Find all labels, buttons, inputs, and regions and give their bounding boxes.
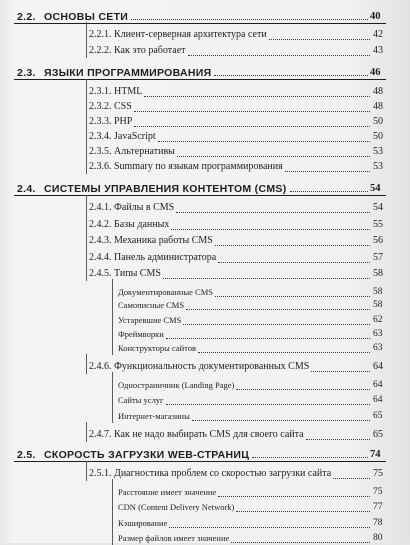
toc-chapter-row <box>0 448 410 462</box>
toc-page-number: 65 <box>373 411 383 421</box>
toc-chapter-row <box>0 182 410 196</box>
toc-section-row <box>0 130 410 144</box>
toc-entry-title: HTML <box>114 86 143 97</box>
toc-section-row <box>0 251 410 265</box>
toc-entry-title: Панель администратора <box>114 252 217 263</box>
toc-section-row <box>0 428 410 442</box>
toc-entry-number: 2.4.4. <box>89 252 112 263</box>
toc-page-number: 50 <box>373 116 383 127</box>
indent-bar <box>112 335 113 355</box>
toc-page-number: 64 <box>373 361 383 372</box>
toc-section-row <box>0 145 410 159</box>
dot-leader <box>252 457 368 458</box>
toc-entry-title: Summary по языкам программирования <box>114 161 283 172</box>
toc-item-row <box>0 327 410 341</box>
toc-entry-number: 2.4.2. <box>89 219 112 230</box>
toc-entry-number: 2.3.6. <box>89 161 112 172</box>
toc-section-row <box>0 28 410 42</box>
toc-entry-number: 2.3.3. <box>89 116 112 127</box>
toc-page-number: 48 <box>373 86 383 97</box>
toc-page-number: 54 <box>370 183 381 194</box>
toc-entry-number: 2.4. <box>17 183 36 195</box>
dot-leader <box>214 75 368 76</box>
toc-entry-title: Типы CMS <box>114 268 161 279</box>
toc-page-number: 53 <box>373 161 383 172</box>
dot-leader <box>192 420 370 421</box>
toc-page-number: 58 <box>373 268 383 279</box>
toc-page-number: 75 <box>373 468 383 479</box>
indent-bar <box>86 461 87 481</box>
toc-entry-number: 2.3.4. <box>89 131 112 142</box>
toc-entry-title: Расстояние имеет значение <box>118 487 217 497</box>
indent-bar <box>86 261 87 281</box>
toc-entry-number: 2.4.7. <box>89 429 112 440</box>
dot-leader <box>215 245 370 246</box>
toc-entry-title: Документированные CMS <box>118 287 213 297</box>
toc-entry-number: 2.5. <box>17 449 36 461</box>
dot-leader <box>169 527 370 528</box>
chapter-underline <box>14 461 386 462</box>
toc-entry-number: 2.2.2. <box>89 45 112 56</box>
toc-page-number: 78 <box>373 518 383 528</box>
indent-bar <box>86 154 87 174</box>
toc-section-row <box>0 234 410 248</box>
dot-leader <box>198 352 370 353</box>
toc-page-number: 50 <box>373 131 383 142</box>
toc-section-row <box>0 360 410 374</box>
toc-page-number: 46 <box>370 67 381 78</box>
toc-entry-title: Диагностика проблем со скоростью загрузки сайта <box>114 468 332 479</box>
toc-entry-title: ЯЗЫКИ ПРОГРАММИРОВАНИЯ <box>44 67 212 79</box>
dot-leader <box>131 19 368 20</box>
dot-leader <box>171 229 370 230</box>
toc-entry-number: 2.2. <box>17 11 36 23</box>
toc-entry-title: Конструкторы сайтов <box>118 343 197 353</box>
toc-chapter-row <box>0 66 410 80</box>
indent-bar <box>86 354 87 374</box>
toc-entry-title: JavaScript <box>114 131 156 142</box>
dot-leader <box>163 278 370 279</box>
toc-entry-title: Сайты услуг <box>118 395 164 405</box>
toc-page-number: 58 <box>373 300 383 310</box>
toc-page-number: 57 <box>373 252 383 263</box>
dot-leader <box>186 309 370 310</box>
dot-leader <box>215 296 370 297</box>
dot-leader <box>158 141 370 142</box>
toc-entry-title: Устаревшие CMS <box>118 315 182 325</box>
toc-entry-title: Функциональность документированных CMS <box>114 361 310 372</box>
toc-item-row <box>0 298 410 312</box>
dot-leader <box>177 156 370 157</box>
indent-bar <box>112 525 113 545</box>
chapter-underline <box>14 79 386 80</box>
toc-entry-title: Как это работает <box>114 45 186 56</box>
toc-page-number: 56 <box>373 235 383 246</box>
dot-leader <box>333 478 370 479</box>
toc-item-row <box>0 378 410 392</box>
toc-page-number: 80 <box>373 533 383 543</box>
toc-entry-number: 2.4.1. <box>89 202 112 213</box>
toc-item-row <box>0 485 410 499</box>
dot-leader <box>176 212 370 213</box>
toc-section-row <box>0 85 410 99</box>
chapter-underline <box>14 195 386 196</box>
toc-entry-number: 2.3.1. <box>89 86 112 97</box>
dot-leader <box>218 262 370 263</box>
toc-page-number: 42 <box>373 29 383 40</box>
dot-leader <box>188 55 371 56</box>
indent-bar <box>86 38 87 58</box>
dot-leader <box>166 404 370 405</box>
toc-entry-number: 2.4.6. <box>89 361 112 372</box>
toc-entry-title: СКОРОСТЬ ЗАГРУЗКИ WEB-СТРАНИЦ <box>44 449 250 461</box>
toc-entry-title: Одностраничник (Landing Page) <box>118 380 235 390</box>
toc-page-number: 77 <box>373 502 383 512</box>
toc-entry-title: Размер файлов имеет значение <box>118 533 230 543</box>
toc-page-number: 40 <box>370 11 381 22</box>
toc-page-number: 43 <box>373 45 383 56</box>
indent-bar <box>112 403 113 423</box>
toc-entry-number: 2.3. <box>17 67 36 79</box>
toc-entry-number: 2.4.3. <box>89 235 112 246</box>
chapter-underline <box>14 23 386 24</box>
dot-leader <box>134 111 370 112</box>
toc-entry-number: 2.3.5. <box>89 146 112 157</box>
toc-entry-title: CSS <box>114 101 132 112</box>
toc-section-row <box>0 467 410 481</box>
toc-section-row <box>0 201 410 215</box>
dot-leader <box>183 324 370 325</box>
dot-leader <box>311 371 370 372</box>
dot-leader <box>236 511 370 512</box>
toc-entry-title: Фреймворки <box>118 329 164 339</box>
dot-leader <box>166 338 370 339</box>
toc-entry-title: Кэширование <box>118 518 168 528</box>
toc-page-number: 64 <box>373 395 383 405</box>
toc-entry-title: Механика работы CMS <box>114 235 213 246</box>
toc-entry-title: Самописные CMS <box>118 300 185 310</box>
toc-page-number: 54 <box>373 202 383 213</box>
toc-page-number: 48 <box>373 101 383 112</box>
toc-page-number: 65 <box>373 429 383 440</box>
toc-page-number: 74 <box>370 449 381 460</box>
toc-entry-number: 2.2.1. <box>89 29 112 40</box>
toc-entry-title: Как не надо выбирать CMS для своего сайта <box>114 429 304 440</box>
toc-chapter-row <box>0 10 410 24</box>
toc-entry-number: 2.3.2. <box>89 101 112 112</box>
toc-item-row <box>0 313 410 327</box>
toc-item-row <box>0 341 410 355</box>
dot-leader <box>144 96 370 97</box>
toc-item-row <box>0 393 410 407</box>
toc-page-number: 55 <box>373 219 383 230</box>
toc-item-row <box>0 516 410 530</box>
toc-entry-number: 2.5.1. <box>89 468 112 479</box>
toc-page-number: 63 <box>373 329 383 339</box>
toc-page-number: 53 <box>373 146 383 157</box>
dot-leader <box>134 126 370 127</box>
toc-page-number: 62 <box>373 315 383 325</box>
toc-page-number: 75 <box>373 487 383 497</box>
toc-item-row <box>0 500 410 514</box>
indent-bar <box>86 422 87 442</box>
toc-section-row <box>0 267 410 281</box>
toc-entry-title: CDN (Content Delivery Network) <box>118 502 235 512</box>
toc-entry-title: PHP <box>114 116 133 127</box>
toc-entry-title: Клиент-серверная архитектура сети <box>114 29 267 40</box>
toc-entry-title: Интернет-магазины <box>118 411 190 421</box>
toc-entry-title: Файлы в CMS <box>114 202 175 213</box>
toc-entry-title: СИСТЕМЫ УПРАВЛЕНИЯ КОНТЕНТОМ (CMS) <box>44 183 287 195</box>
dot-leader <box>218 496 370 497</box>
dot-leader <box>285 171 370 172</box>
toc-item-row <box>0 409 410 423</box>
toc-section-row <box>0 218 410 232</box>
toc-page-number: 58 <box>373 287 383 297</box>
dot-leader <box>290 191 368 192</box>
toc-section-row <box>0 115 410 129</box>
toc-page-number: 63 <box>373 343 383 353</box>
dot-leader <box>306 439 370 440</box>
dot-leader <box>269 39 370 40</box>
toc-entry-title: Альтернативы <box>114 146 175 157</box>
toc-page-number: 64 <box>373 380 383 390</box>
toc-item-row <box>0 285 410 299</box>
toc-section-row <box>0 100 410 114</box>
toc-section-row <box>0 160 410 174</box>
toc-entry-title: Базы данных <box>114 219 170 230</box>
toc-section-row <box>0 44 410 58</box>
toc-entry-number: 2.4.5. <box>89 268 112 279</box>
dot-leader <box>236 389 370 390</box>
toc-entry-title: ОСНОВЫ СЕТИ <box>44 11 129 23</box>
